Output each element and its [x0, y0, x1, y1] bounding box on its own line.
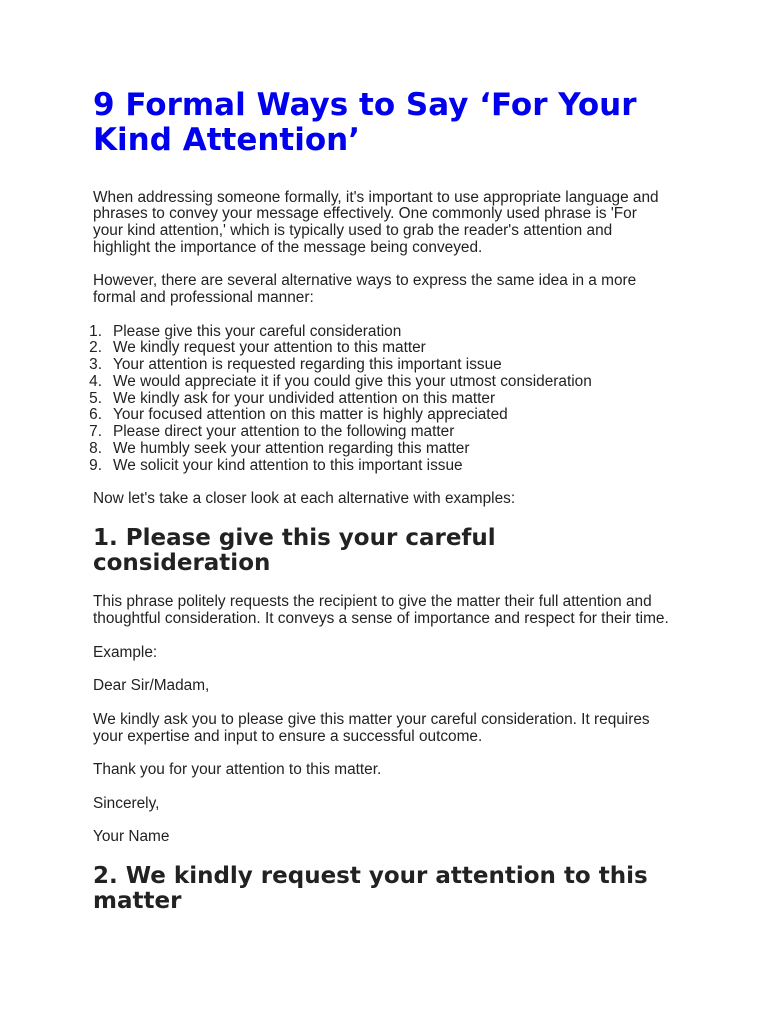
- list-item: [89, 423, 713, 441]
- list-item: [89, 439, 713, 458]
- example-closing-line: [93, 762, 713, 779]
- example-body: [93, 712, 713, 746]
- transition-line: Now let's take a closer look at each alternative with examples:: [93, 490, 516, 508]
- example-body-line: We kindly ask you to please give this matter your careful consideration. It requires: [93, 710, 650, 728]
- title-line: 9 Formal Ways to Say ‘For Your: [93, 87, 637, 123]
- list-item: [89, 389, 713, 408]
- list-item-text: Your focused attention on this matter is highly appreciated: [113, 406, 508, 424]
- description-line: thoughtful consideration. It conveys a sense of importance and respect for their time.: [93, 609, 669, 627]
- description-line: This phrase politely requests the recipient to give the matter their full attention and: [93, 593, 652, 611]
- example-label-text: Example:: [93, 643, 158, 661]
- section-heading-2: [93, 864, 713, 914]
- example-sign-off: [93, 796, 713, 813]
- example-body-line: your expertise and input to ensure a successful outcome.: [93, 727, 483, 745]
- example-signature: [93, 829, 713, 846]
- alternatives-list: [89, 322, 713, 475]
- list-item-text: Please direct your attention to the following matter: [113, 423, 455, 441]
- list-item: [89, 372, 713, 391]
- list-item-text: Your attention is requested regarding this important issue: [113, 356, 502, 374]
- sign-off-text: Sincerely,: [93, 794, 160, 812]
- list-item-text: Please give this your careful consideration: [113, 322, 402, 340]
- closing-line-text: Thank you for your attention to this matter.: [93, 761, 382, 779]
- section-heading-line: 1. Please give this your careful: [93, 525, 496, 552]
- section-description: [93, 594, 713, 628]
- intro-line: When addressing someone formally, it's important to use appropriate language and: [93, 188, 659, 206]
- list-item: [89, 456, 713, 475]
- article-title: [93, 88, 713, 158]
- list-item-number: 7.: [89, 423, 102, 441]
- list-item-number: 1.: [89, 322, 102, 340]
- section-heading-line: 2. We kindly request your attention to this: [93, 863, 648, 890]
- intro-paragraph: [93, 190, 713, 257]
- transition-paragraph: [93, 491, 713, 508]
- salutation-text: Dear Sir/Madam,: [93, 677, 210, 695]
- list-item-text: We solicit your kind attention to this important issue: [113, 456, 463, 474]
- list-item-number: 6.: [89, 406, 102, 424]
- lead-in-paragraph: [93, 273, 713, 307]
- article: [89, 87, 713, 932]
- list-item-number: 2.: [89, 339, 102, 357]
- signature-text: Your Name: [93, 828, 170, 846]
- lead-in-line: However, there are several alternative ways to express the same idea in a more: [93, 272, 637, 290]
- list-item-number: 9.: [89, 456, 102, 474]
- intro-line: your kind attention,' which is typically used to grab the reader's attention and: [93, 222, 613, 239]
- intro-line: highlight the importance of the message being conveyed.: [93, 238, 483, 256]
- list-item-number: 3.: [89, 356, 102, 374]
- list-item-number: 4.: [89, 372, 102, 390]
- example-salutation: [93, 678, 713, 695]
- list-item: [89, 356, 713, 374]
- example-label: [93, 645, 713, 662]
- list-item-text: We kindly request your attention to this matter: [113, 339, 426, 357]
- list-item-text: We humbly seek your attention regarding this matter: [113, 439, 470, 457]
- list-item-text: We would appreciate it if you could give this your utmost consideration: [113, 372, 592, 390]
- list-item: [89, 339, 713, 357]
- list-item: [89, 406, 713, 424]
- section-heading-1: [93, 526, 713, 576]
- section-heading-line: matter: [93, 888, 182, 915]
- lead-in-line: formal and professional manner:: [93, 289, 314, 307]
- section-heading-line: consideration: [93, 550, 271, 577]
- list-item-number: 8.: [89, 439, 102, 457]
- list-item: [89, 322, 713, 341]
- list-item-text: We kindly ask for your undivided attention on this matter: [113, 389, 496, 407]
- list-item-number: 5.: [89, 389, 102, 407]
- intro-line: phrases to convey your message effectively. One commonly used phrase is 'For: [93, 205, 637, 223]
- title-line: Kind Attention’: [93, 122, 361, 158]
